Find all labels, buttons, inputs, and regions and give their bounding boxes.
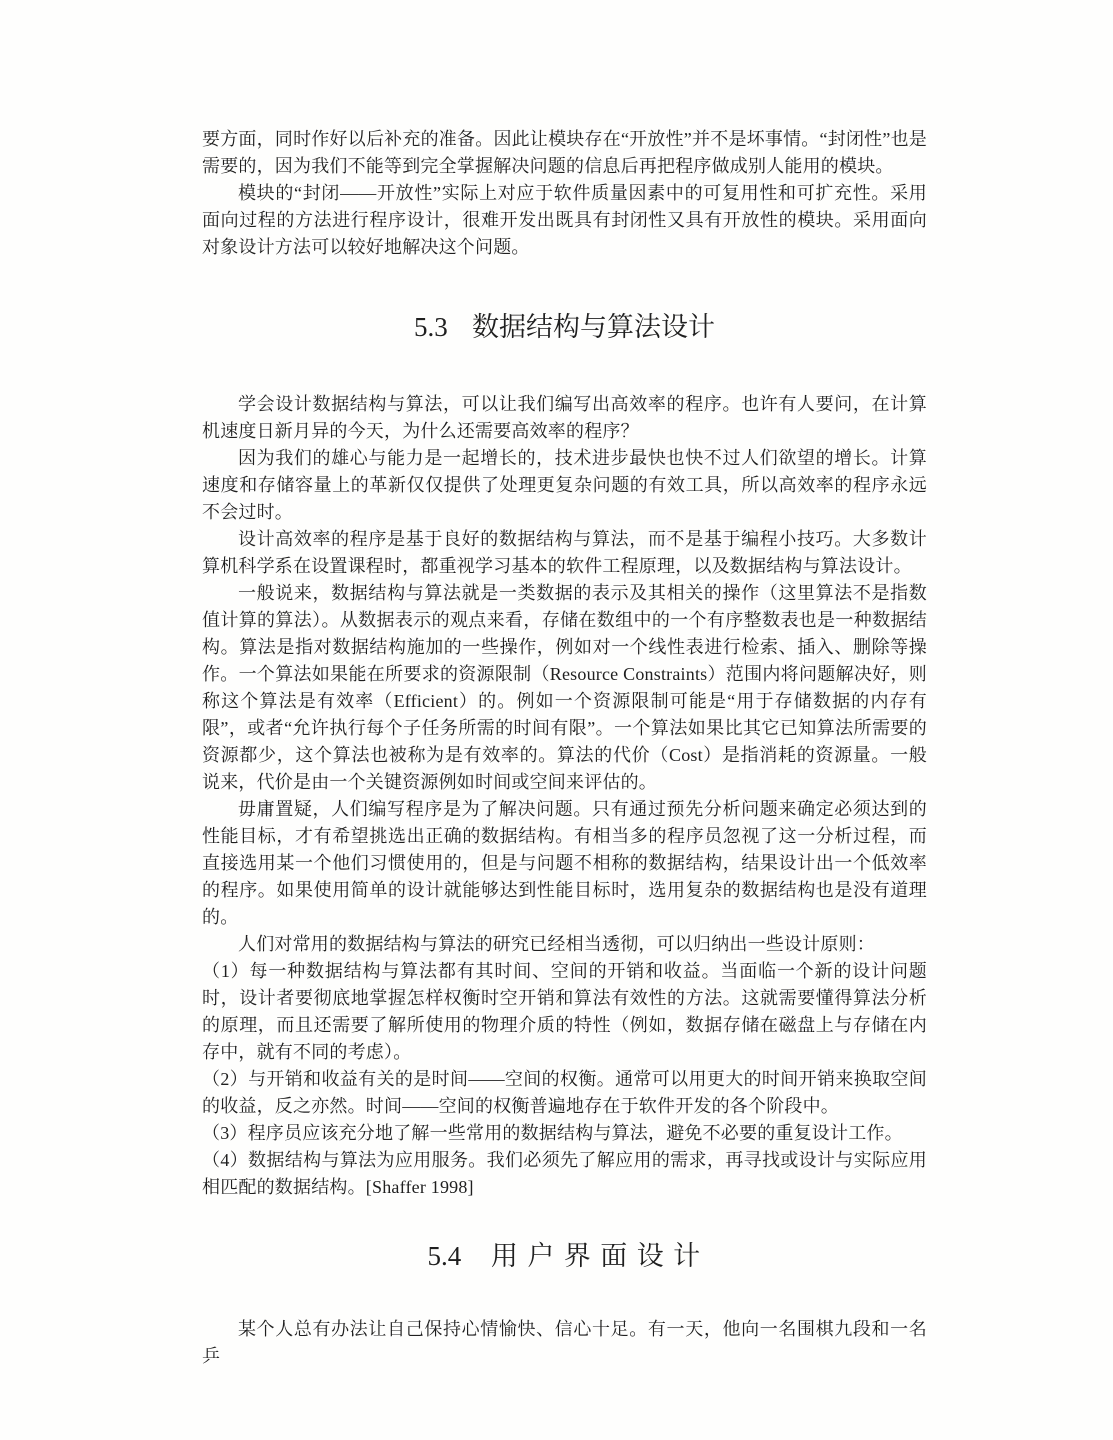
- paragraph: 人们对常用的数据结构与算法的研究已经相当透彻，可以归纳出一些设计原则：: [238, 934, 875, 954]
- section-heading-5-4: [202, 1239, 927, 1274]
- paragraph: 设计高效率的程序是基于良好的数据结构与算法，而不是基于编程小技巧。大多数计算机科学系在设置课程时，都重视学习基本的软件工程原理，以及数据结构与算法设计。: [202, 529, 927, 576]
- section-title: 数据结构与算法设计: [472, 312, 716, 342]
- section-number: 5.3: [413, 312, 448, 342]
- paragraph: 模块的“封闭——开放性”实际上对应于软件质量因素中的可复用性和可扩充性。采用面向过程的方法进行程序设计，很难开发出既具有封闭性又具有开放性的模块。采用面向对象设计方法可以较好地解决这个问题。: [202, 183, 927, 257]
- paragraph: 某个人总有办法让自己保持心情愉快、信心十足。有一天，他向一名围棋九段和一名乒: [202, 1319, 927, 1366]
- principle-item-4: （4）数据结构与算法为应用服务。我们必须先了解应用的需求，再寻找或设计与实际应用相匹配的数据结构。[Shaffer 1998]: [202, 1150, 927, 1197]
- paragraph: 一般说来，数据结构与算法就是一类数据的表示及其相关的操作（这里算法不是指数值计算的算法）。从数据表示的观点来看，存储在数组中的一个有序整数表也是一种数据结构。算法是指对数据结构施加的一些操作，例如对一个线性表进行检索、插入、删除等操作。一个算法如果能在所要求的资源限制（Resource Constraints）范围内将问题解决好，则称这个算法是有效率（Efficient）的。例如一个资源限制可能是“用于存储数据的内存有限”，或者“允许执行每个子任务所需的时间有限”。一个算法如果比其它已知算法所需要的资源都少，这个算法也被称为是有效率的。算法的代价（Cost）是指消耗的资源量。一般说来，代价是由一个关键资源例如时间或空间来评估的。: [202, 583, 927, 792]
- section-heading-5-3: [202, 310, 927, 345]
- paragraph: 学会设计数据结构与算法，可以让我们编写出高效率的程序。也许有人要问，在计算机速度日新月异的今天，为什么还需要高效率的程序？: [202, 394, 927, 441]
- section-title: 用 户 界 面 设 计: [490, 1241, 702, 1271]
- section-number: 5.4: [427, 1241, 462, 1271]
- principle-item-2: （2）与开销和收益有关的是时间——空间的权衡。通常可以用更大的时间开销来换取空间的收益，反之亦然。时间——空间的权衡普遍地存在于软件开发的各个阶段中。: [202, 1069, 927, 1116]
- paragraph-continuation: 要方面，同时作好以后补充的准备。因此让模块存在“开放性”并不是坏事情。“封闭性”也是需要的，因为我们不能等到完全掌握解决问题的信息后再把程序做成别人能用的模块。: [202, 129, 927, 176]
- paragraph: 因为我们的雄心与能力是一起增长的，技术进步最快也快不过人们欲望的增长。计算速度和存储容量上的革新仅仅提供了处理更复杂问题的有效工具，所以高效率的程序永远不会过时。: [202, 448, 927, 522]
- paragraph: 毋庸置疑，人们编写程序是为了解决问题。只有通过预先分析问题来确定必须达到的性能目标，才有希望挑选出正确的数据结构。有相当多的程序员忽视了这一分析过程，而直接选用某一个他们习惯使用的，但是与问题不相称的数据结构，结果设计出一个低效率的程序。如果使用简单的设计就能够达到性能目标时，选用复杂的数据结构也是没有道理的。: [202, 799, 927, 927]
- principle-item-3: （3）程序员应该充分地了解一些常用的数据结构与算法，避免不必要的重复设计工作。: [202, 1123, 903, 1143]
- principle-item-1: （1）每一种数据结构与算法都有其时间、空间的开销和收益。当面临一个新的设计问题时，设计者要彻底地掌握怎样权衡时空开销和算法有效性的方法。这就需要懂得算法分析的原理，而且还需要了解所使用的物理介质的特性（例如，数据存储在磁盘上与存储在内存中，就有不同的考虑）。: [202, 961, 927, 1062]
